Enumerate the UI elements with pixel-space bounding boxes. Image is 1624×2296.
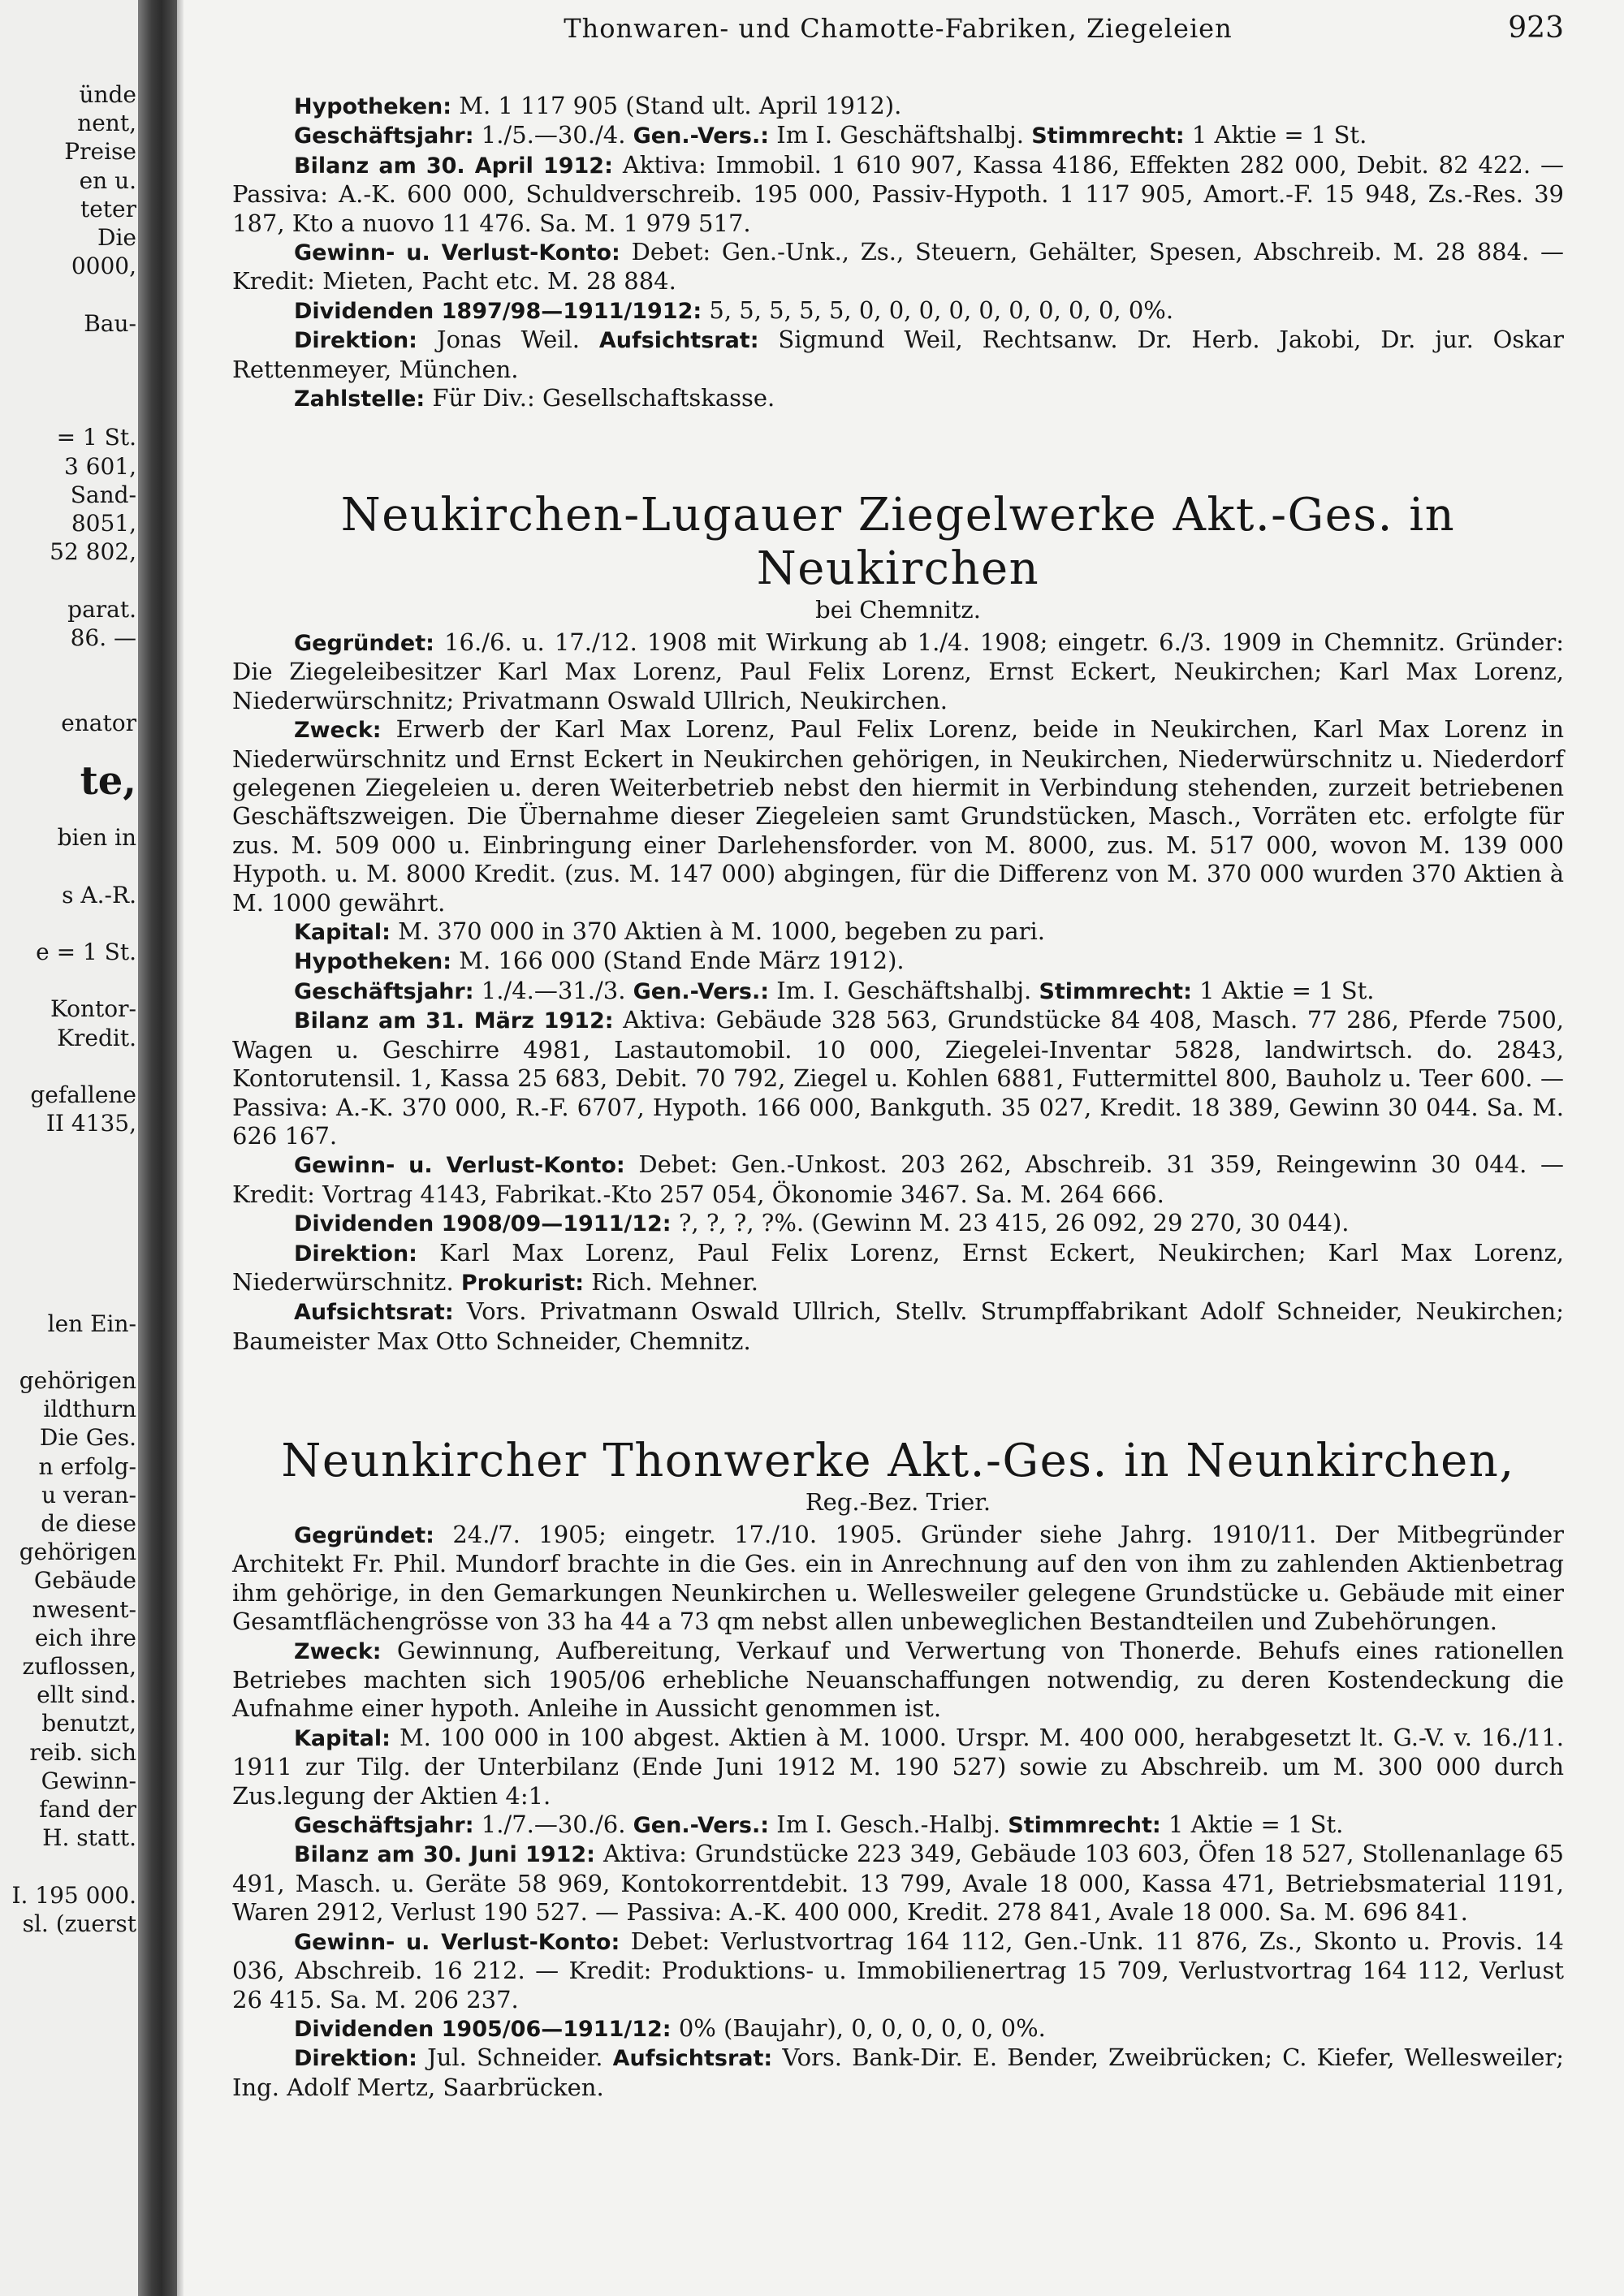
company-location: bei Chemnitz.	[815, 596, 981, 624]
field-label: Dividenden 1905/06—1911/12:	[294, 2016, 672, 2042]
entry-paragraph	[232, 1297, 1564, 1356]
entry-paragraph	[232, 917, 1564, 947]
fragment-line: Die	[97, 224, 136, 251]
book-gutter	[138, 0, 177, 2296]
field-label: Zweck:	[294, 1638, 382, 1664]
entry-paragraph	[232, 326, 1564, 384]
field-label: Bilanz am 30. Juni 1912:	[294, 1842, 595, 1868]
fragment-line: Gebäude	[33, 1567, 136, 1595]
field-label: Stimmrecht:	[1039, 978, 1192, 1004]
fragment-line: ildthurn	[43, 1396, 136, 1423]
field-label: Bilanz am 30. April 1912:	[294, 153, 613, 179]
fragment-line: ellt sind.	[37, 1681, 136, 1709]
field-value: Jul. Schneider.	[427, 2044, 603, 2072]
fragment-line: H. statt.	[42, 1824, 136, 1852]
fragment-line: II 4135,	[45, 1110, 136, 1137]
fragment-line: en u.	[79, 166, 136, 194]
fragment-line: Kontor-	[50, 995, 136, 1023]
company-title: Neukirchen-Lugauer Ziegelwerke Akt.-Ges. in Neukirchen	[340, 489, 1456, 595]
field-value: Vors. Bank-Dir. E. Bender, Zweibrücken; C. Kiefer, Wellesweiler; Ing. Adolf Mertz, Saarbrücken.	[232, 2044, 1565, 2101]
fragment-line: nent,	[77, 110, 136, 137]
field-value: Gewinnung, Aufbereitung, Verkauf und Verwertung von Thonerde. Behufs eines rationellen Betriebes machten sich 1905/06 erhebliche Neuanschaffungen notwendig, zu deren Kostendeckung die Aufnahme einer hypoth. Anleihe in Aussicht genommen ist.	[232, 1636, 1564, 1723]
field-label: Direktion:	[294, 2046, 417, 2072]
entry-paragraph	[232, 296, 1564, 326]
fragment-line: Kredit.	[57, 1024, 136, 1051]
fragment-line: gehörigen	[19, 1367, 136, 1394]
fragment-line: n erfolg-	[38, 1452, 136, 1480]
field-value: Vors. Privatmann Oswald Ullrich, Stellv. Strumpffabrikant Adolf Schneider, Neukirchen; Baumeister Max Otto Schneider, Chemnitz.	[232, 1297, 1564, 1355]
entry-paragraph	[232, 1239, 1564, 1298]
field-label: Gen.-Vers.:	[633, 123, 770, 149]
fragment-line: gehörigen	[19, 1539, 136, 1566]
fragment-line: s A.-R.	[62, 881, 136, 908]
field-value: Für Div.: Gesellschaftskasse.	[432, 384, 775, 412]
field-value: Aktiva: Grundstücke 223 349, Gebäude 103 603, Öfen 18 527, Stollenanlage 65 491, Masch. u. Geräte 58 969, Kontokorrentdebit. 13 799, Avale 18 000, Kassa 471, Betriebsmaterial 1191, Waren 2912, Verlust 190 527. — Passiva: A.-K. 400 000, Kredit. 278 841, Avale 18 000. Sa. M. 696 841.	[232, 1840, 1565, 1927]
entry-body	[232, 1521, 1564, 2102]
entry-paragraph	[232, 1840, 1564, 1927]
field-label: Dividenden 1897/98—1911/1912:	[294, 298, 702, 324]
fragment-line: ünde	[79, 81, 136, 108]
fragment-line: de diese	[41, 1510, 136, 1537]
fragment-line: reib. sich	[29, 1738, 136, 1766]
field-value: M. 166 000 (Stand Ende März 1912).	[459, 947, 905, 975]
entry-paragraph	[232, 1927, 1564, 2014]
entry-paragraph	[232, 977, 1564, 1006]
fragment-line: Die Ges.	[39, 1424, 136, 1452]
field-label: Stimmrecht:	[1008, 1813, 1161, 1839]
field-value: 1./4.—31./3.	[481, 976, 626, 1004]
fragment-line: 8051,	[71, 510, 136, 537]
field-value: 1./7.—30./6.	[481, 1810, 626, 1839]
fragment-line: Sand-	[70, 481, 136, 508]
entry-paragraph	[232, 92, 1564, 121]
fragment-line: Preise	[64, 138, 136, 166]
field-label: Aufsichtsrat:	[612, 2046, 773, 2072]
fragment-line: Bau-	[84, 309, 136, 337]
fragment-line: enator	[61, 710, 136, 737]
field-label: Zahlstelle:	[294, 386, 425, 412]
field-label: Gewinn- u. Verlust-Konto:	[294, 240, 620, 266]
fragment-line: eich ihre	[34, 1624, 136, 1651]
previous-page-fragment	[0, 0, 143, 2296]
fragment-line: u veran-	[41, 1481, 136, 1508]
fragment-line: teter	[80, 195, 136, 222]
field-label: Kapital:	[294, 1725, 391, 1751]
field-label: Direktion:	[294, 1241, 417, 1267]
field-value: Sigmund Weil, Rechtsanw. Dr. Herb. Jakobi, Dr. jur. Oskar Rettenmeyer, München.	[232, 326, 1565, 383]
fragment-line: parat.	[67, 595, 136, 623]
field-value: Karl Max Lorenz, Paul Felix Lorenz, Ernst Eckert, Neukirchen; Karl Max Lorenz, Niederwürschnitz.	[232, 1238, 1565, 1296]
fragment-line: len Ein-	[47, 1310, 136, 1337]
field-label: Bilanz am 31. März 1912:	[294, 1008, 614, 1034]
entry-continued	[232, 92, 1564, 413]
field-value: Debet: Gen.-Unkost. 203 262, Abschreib. 31 359, Reingewinn 30 044. — Kredit: Vortrag 4143, Fabrikat.-Kto 257 054, Ökonomie 3467. Sa. M. 264 666.	[232, 1150, 1565, 1208]
entry-paragraph	[232, 628, 1564, 715]
fragment-line: zuflossen,	[22, 1653, 136, 1680]
entry-body	[232, 628, 1564, 1356]
fragment-line: benutzt,	[41, 1710, 136, 1737]
field-label: Aufsichtsrat:	[598, 328, 759, 354]
field-value: 16./6. u. 17./12. 1908 mit Wirkung ab 1./4. 1908; eingetr. 6./3. 1909 in Chemnitz. Gründer: Die Ziegeleibesitzer Karl Max Lorenz, Paul Felix Lorenz, Ernst Eckert, Neukirchen; Karl Max Lorenz, Niederwürschnitz; Privatmann Oswald Ullrich, Neukirchen.	[232, 628, 1564, 714]
running-head-title: Thonwaren- und Chamotte-Fabriken, Ziegeleien	[564, 13, 1233, 44]
fragment-line: 86. —	[70, 624, 136, 651]
fragment-line: fand der	[39, 1796, 136, 1823]
entry-paragraph	[232, 1637, 1564, 1724]
field-label: Geschäftsjahr:	[294, 123, 474, 149]
field-value: Im I. Geschäftshalbj.	[776, 121, 1025, 149]
company-title: Neunkircher Thonwerke Akt.-Ges. in Neunkirchen,	[281, 1435, 1515, 1487]
entry-paragraph	[232, 238, 1564, 296]
field-label: Geschäftsjahr:	[294, 1813, 474, 1839]
fragment-line: 52 802,	[50, 538, 136, 566]
field-label: Geschäftsjahr:	[294, 978, 474, 1004]
entry-paragraph	[232, 1006, 1564, 1150]
field-value: Debet: Verlustvortrag 164 112, Gen.-Unk. 11 876, Zs., Skonto u. Provis. 14 036, Abschreib. 16 212. — Kredit: Produktions- u. Immobilienertrag 15 709, Verlustvortrag 164 112, Verlust 26 415. Sa. M. 206 237.	[232, 1927, 1564, 2013]
field-value: 1 Aktie = 1 St.	[1191, 121, 1367, 149]
fragment-line: I. 195 000.	[11, 1881, 136, 1909]
field-value: 5, 5, 5, 5, 5, 0, 0, 0, 0, 0, 0, 0, 0, 0, 0%.	[709, 296, 1174, 324]
field-value: Erwerb der Karl Max Lorenz, Paul Felix Lorenz, beide in Neukirchen, Karl Max Lorenz in Niederwürschnitz und Ernst Eckert in Neukirchen gehörigen, in Neukirchen, Niederwürschnitz u. Niederdorf gelegenen Ziegeleien u. deren Weiterbetrieb nebst den hiermit in Verbindung stehenden, zurzeit betriebenen Geschäftszweigen. Die Übernahme dieser Ziegeleien samt Grundstücken, Masch., Vorräten etc. erfolgte für zus. M. 509 000 u. Einbringung einer Darlehensforder. von M. 8000, zus. M. 517 000, wovon M. 139 000 Hypoth. u. M. 8000 Kredit. (zus. M. 147 000) abgingen, für die Differenz von M. 370 000 wurden 370 Aktien à M. 1000 gewährt.	[232, 715, 1564, 917]
field-label: Aufsichtsrat:	[294, 1300, 454, 1326]
field-label: Kapital:	[294, 920, 391, 946]
field-value: 24./7. 1905; eingetr. 17./10. 1905. Gründer siehe Jahrg. 1910/11. Der Mitbegründer Architekt Fr. Phil. Mundorf brachte in die Ges. ein in Anrechnung auf den von ihm zu zahlenden Aktienbetrag ihm gehörige, in den Gemarkungen Neunkirchen u. Wellesweiler gelegene Grundstücke u. Gebäude mit einer Gesamtflächengrösse von 33 ha 44 a 73 qm nebst allen unbeweglichen Bestandteilen und Zubehörungen.	[232, 1521, 1565, 1636]
entry-paragraph	[232, 715, 1564, 917]
field-label: Gegründet:	[294, 631, 434, 656]
entry-paragraph	[232, 1150, 1564, 1209]
fragment-line: bien in	[57, 824, 136, 852]
field-value: ?, ?, ?, ?%. (Gewinn M. 23 415, 26 092, 29 270, 30 044).	[678, 1209, 1350, 1237]
field-value: Im. I. Geschäftshalbj.	[776, 976, 1032, 1004]
entry-paragraph	[232, 1209, 1564, 1238]
field-value: Jonas Weil.	[436, 326, 581, 354]
field-label: Prokurist:	[460, 1270, 585, 1296]
field-value: M. 370 000 in 370 Aktien à M. 1000, begeben zu pari.	[398, 917, 1045, 946]
field-value: Aktiva: Gebäude 328 563, Grundstücke 84 408, Masch. 77 286, Pferde 7500, Wagen u. Geschirre 4981, Lastautomobil. 10 000, Ziegelei-Inventar 5828, landwirtsch. do. 2843, Kontorutensil. 1, Kassa 25 683, Debit. 70 792, Ziegel u. Kohlen 6881, Futtermittel 800, Bauholz u. Teer 600. — Passiva: A.-K. 370 000, R.-F. 6707, Hypoth. 166 000, Bankguth. 35 027, Kredit. 18 389, Gewinn 30 044. Sa. M. 626 167.	[232, 1006, 1565, 1150]
field-label: Gegründet:	[294, 1523, 434, 1548]
entry-paragraph	[232, 2044, 1564, 2102]
field-value: Rich. Mehner.	[591, 1267, 759, 1296]
running-head	[232, 10, 1564, 50]
fragment-line: = 1 St.	[56, 424, 136, 451]
company-location: Reg.-Bez. Trier.	[805, 1488, 991, 1516]
field-value: M. 100 000 in 100 abgest. Aktien à M. 1000. Urspr. M. 400 000, herabgesetzt lt. G.-V. v. 16./11. 1911 zur Tilg. der Unterbilanz (Ende Juni 1912 M. 190 527) sowie zu Abschreib. um M. 300 000 durch Zus.legung der Aktien 4:1.	[232, 1723, 1565, 1810]
entry-paragraph	[232, 151, 1564, 238]
entry-paragraph	[232, 2014, 1564, 2044]
field-label: Hypotheken:	[294, 949, 452, 975]
field-label: Dividenden 1908/09—1911/12:	[294, 1211, 672, 1237]
field-label: Gewinn- u. Verlust-Konto:	[294, 1153, 625, 1179]
entry-paragraph	[232, 384, 1564, 413]
entry-neukirchen-lugauer	[232, 489, 1564, 1356]
page-edge-shadow	[177, 0, 184, 2296]
fragment-line: gefallene	[30, 1081, 136, 1108]
fragment-line: 3 601,	[63, 452, 136, 480]
entry-paragraph	[232, 1724, 1564, 1810]
field-value: 1./5.—30./4.	[481, 121, 626, 149]
fragment-line: 0000,	[71, 252, 136, 280]
entry-neunkircher-thonwerke	[232, 1435, 1564, 2102]
field-label: Direktion:	[294, 328, 417, 354]
entry-paragraph	[232, 947, 1564, 976]
fragment-line: nwesent-	[32, 1595, 136, 1623]
field-value: Debet: Gen.-Unk., Zs., Steuern, Gehälter, Spesen, Abschreib. M. 28 884. — Kredit: Mieten, Pacht etc. M. 28 884.	[232, 238, 1565, 296]
field-value: 1 Aktie = 1 St.	[1199, 976, 1375, 1004]
book-page	[232, 0, 1564, 2296]
field-value: 0% (Baujahr), 0, 0, 0, 0, 0, 0%.	[678, 2013, 1046, 2042]
field-label: Gen.-Vers.:	[633, 978, 770, 1004]
field-value: Im I. Gesch.-Halbj.	[776, 1810, 1001, 1839]
field-label: Hypotheken:	[294, 94, 452, 119]
field-value: M. 1 117 905 (Stand ult. April 1912).	[459, 92, 902, 119]
fragment-line: Gewinn-	[41, 1767, 136, 1794]
entry-paragraph	[232, 1810, 1564, 1840]
fragment-line: sl. (zuerst	[22, 1910, 136, 1937]
fragment-line: e = 1 St.	[36, 939, 136, 965]
field-label: Zweck:	[294, 718, 382, 744]
field-value: Aktiva: Immobil. 1 610 907, Kassa 4186, Effekten 282 000, Debit. 82 422. — Passiva: A.-K. 600 000, Schuldverschreib. 195 000, Passiv-Hypoth. 1 117 905, Amort.-F. 15 948, Zs.-Res. 39 187, Kto a nuovo 11 476. Sa. M. 1 979 517.	[232, 150, 1564, 237]
field-label: Gen.-Vers.:	[633, 1813, 770, 1839]
field-label: Gewinn- u. Verlust-Konto:	[294, 1929, 620, 1955]
fragment-line: te,	[80, 757, 136, 804]
field-label: Stimmrecht:	[1031, 123, 1185, 149]
entry-paragraph	[232, 121, 1564, 150]
field-value: 1 Aktie = 1 St.	[1168, 1810, 1344, 1839]
entry-paragraph	[232, 1521, 1564, 1637]
page-number: 923	[1508, 11, 1564, 45]
